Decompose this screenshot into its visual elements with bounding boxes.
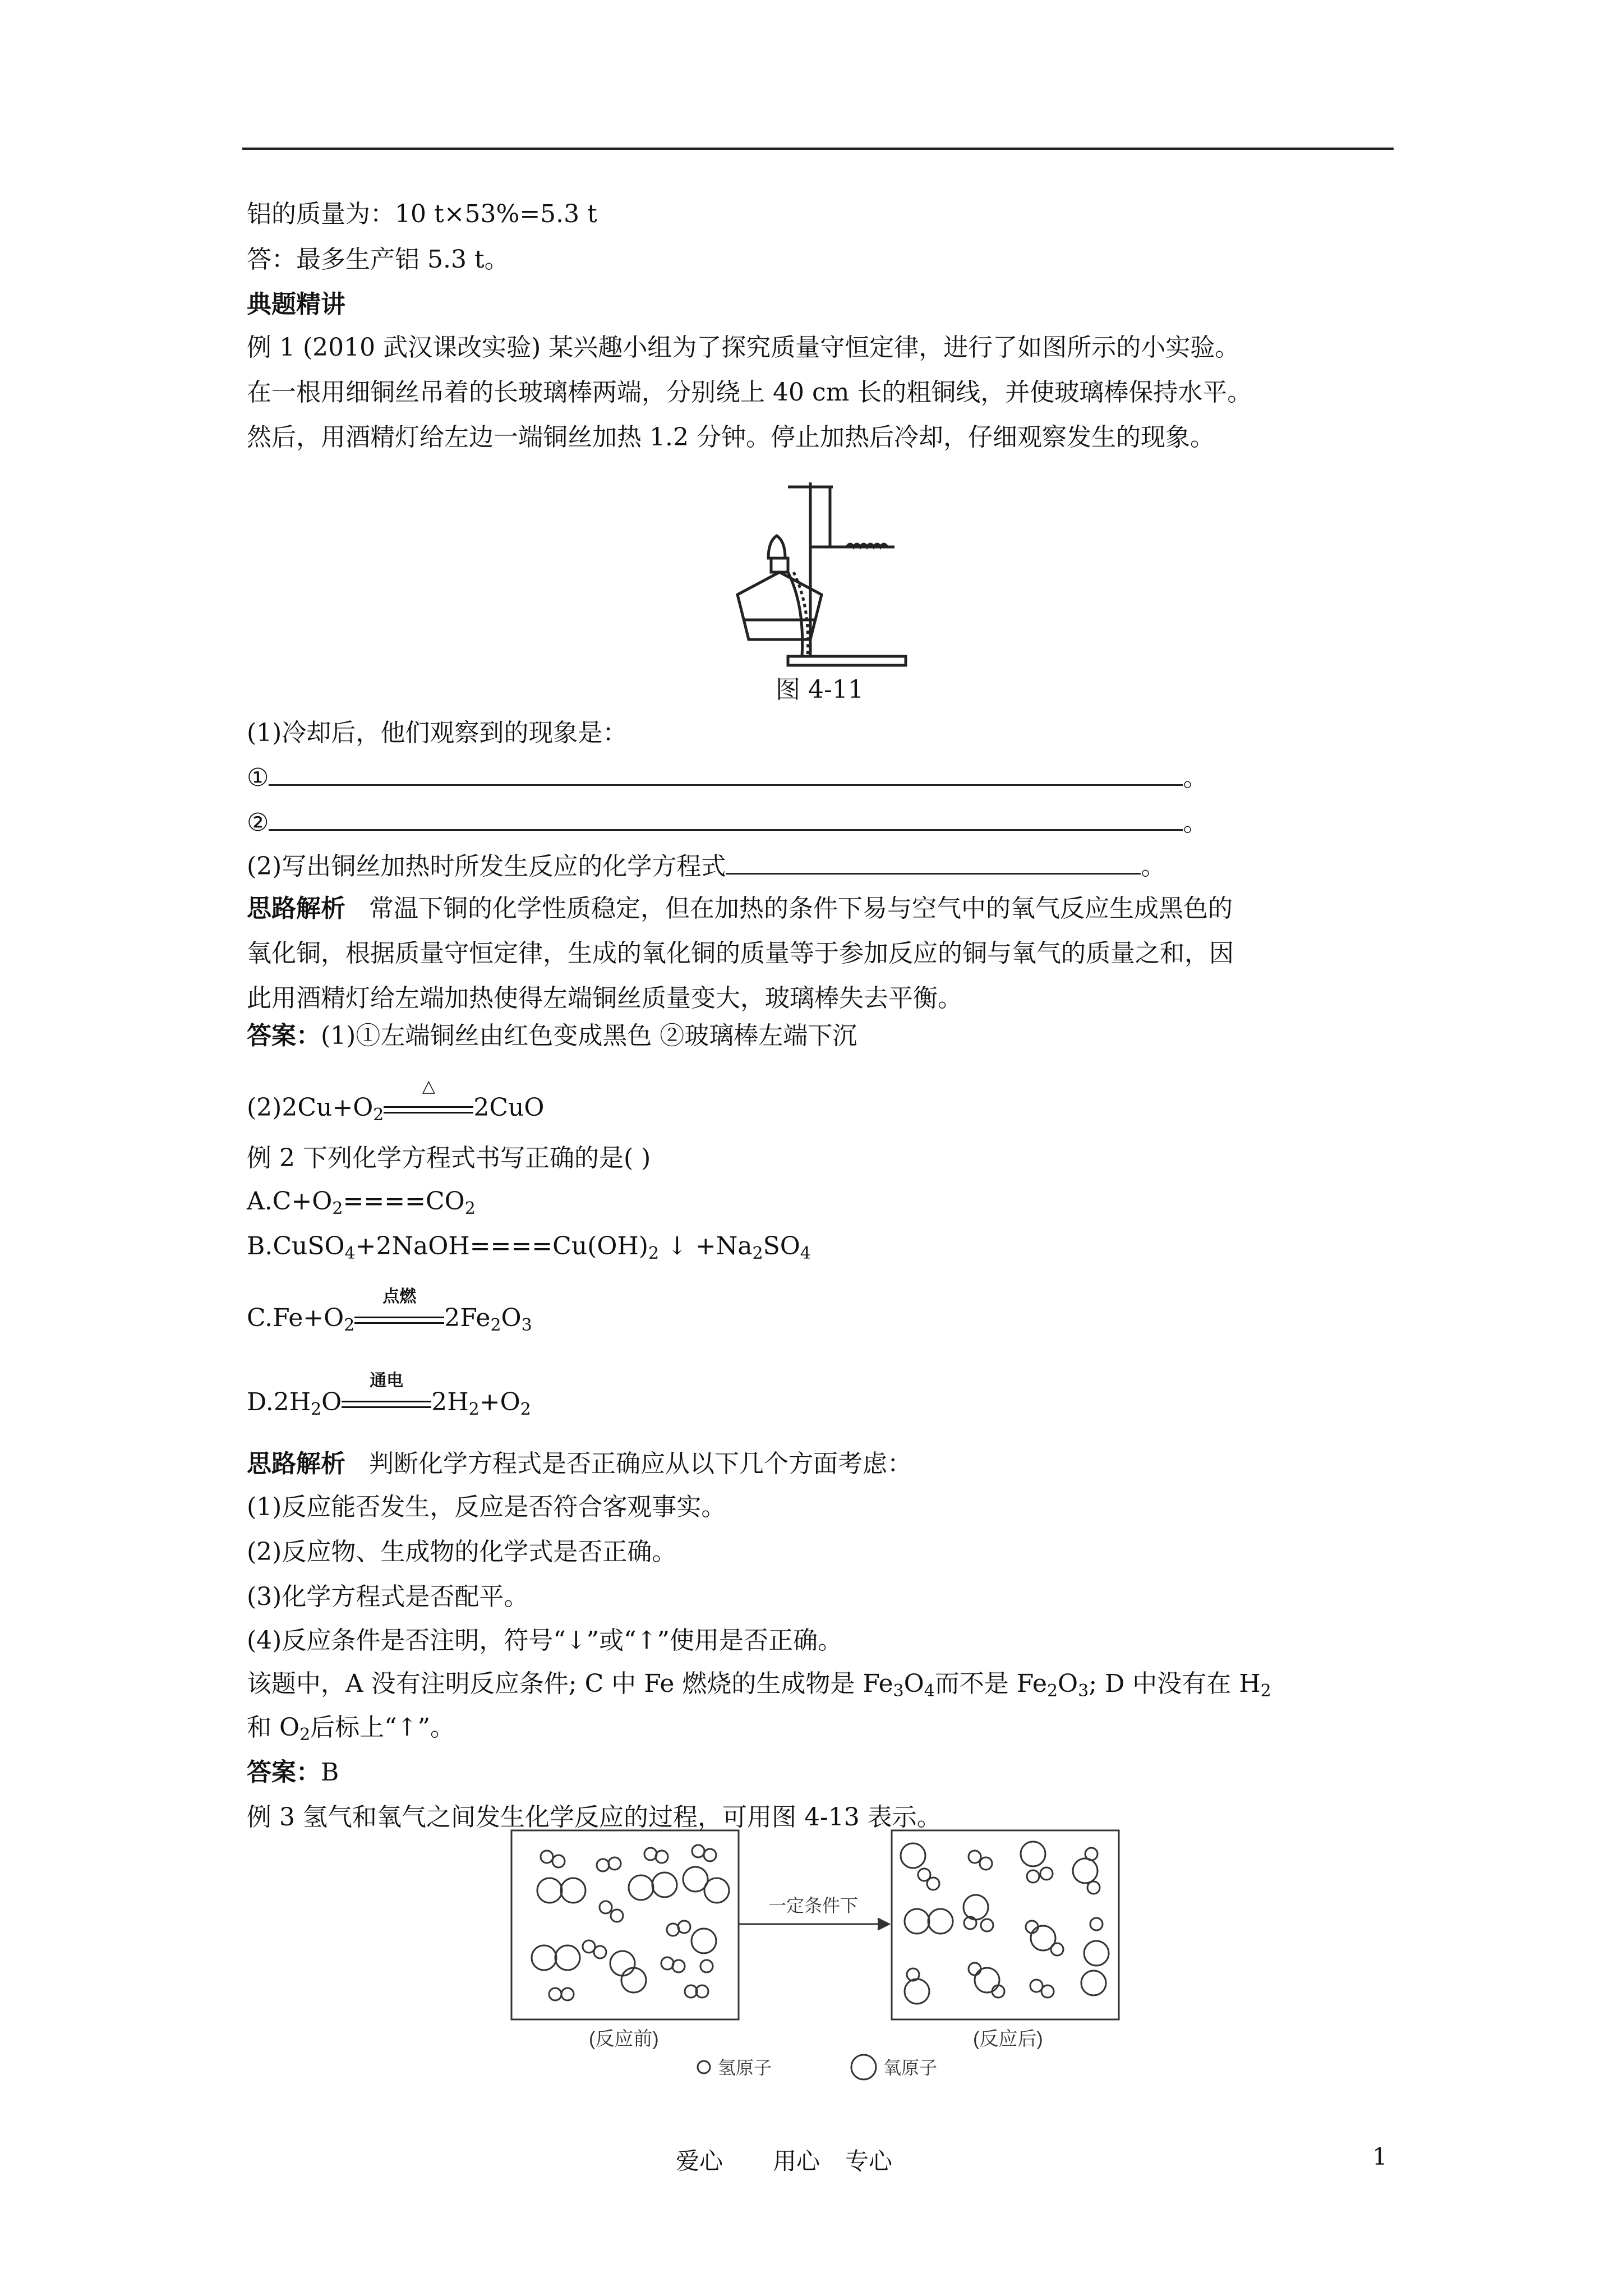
eq-part: O: [321, 1388, 342, 1416]
text-part: 该题中，A 没有注明反应条件; C 中 Fe 燃烧的生成物是 Fe: [247, 1669, 893, 1698]
apparatus-figure: [715, 460, 939, 673]
subscript: 2: [490, 1315, 501, 1335]
analysis-2: [247, 1447, 912, 1481]
eq-part: +O: [479, 1388, 520, 1416]
answer-blank: [269, 762, 1183, 786]
section-title: 典题精讲: [247, 290, 345, 319]
text-line: (2)反应物、生成物的化学式是否正确。: [247, 1538, 677, 1566]
legend-oxygen: 氧原子: [883, 2058, 938, 2078]
eq-part: A.C+O: [247, 1187, 333, 1216]
footer-motto-3: 专心: [845, 2147, 893, 2175]
question-1: (1)冷却后，他们观察到的现象是：: [247, 719, 628, 747]
eq-part: ↓ +Na: [659, 1232, 753, 1260]
legend-hydrogen: 氢原子: [718, 2058, 772, 2078]
eq-part: 2Fe: [444, 1304, 491, 1332]
text-line: (1)反应能否发生，反应是否符合客观事实。: [247, 1493, 726, 1521]
period: 。: [1141, 852, 1166, 881]
answer-text: B: [321, 1758, 339, 1787]
subscript: 2: [299, 1725, 311, 1745]
text-part: ; D 中没有在 H: [1089, 1669, 1261, 1698]
eq-part: O: [501, 1304, 522, 1332]
subscript: 2: [648, 1244, 660, 1263]
answer-2: [247, 1756, 339, 1789]
subscript: 3: [521, 1315, 532, 1335]
after-label: (反应后): [973, 2028, 1043, 2050]
footer-motto-1: 爱心: [676, 2147, 723, 2175]
answer-1: [247, 1019, 857, 1053]
answer-blank: [726, 850, 1141, 875]
subscript: 4: [800, 1244, 811, 1263]
equation-answer: [247, 1076, 545, 1125]
header-rule: [242, 148, 1394, 150]
question-2: [247, 850, 1165, 884]
equation-arrow: [342, 1371, 431, 1410]
text-line: 铝的质量为：10 t×53%=5.3 t: [247, 200, 597, 228]
answer-text: (1)①左端铜丝由红色变成黑色 ②玻璃棒左端下沉: [321, 1022, 857, 1050]
option-c: [247, 1287, 532, 1335]
example-2: 例 2 下列化学方程式书写正确的是( ): [247, 1144, 651, 1172]
subscript: 2: [373, 1105, 384, 1125]
eq-part: D.2H: [247, 1388, 311, 1416]
period: 。: [1183, 808, 1208, 837]
marker: ②: [247, 808, 269, 837]
blank-line-2: [247, 806, 1207, 840]
condition: △: [422, 1076, 435, 1096]
figure-caption: 图 4-11: [776, 675, 864, 704]
analysis-text: 判断化学方程式是否正确应从以下几个方面考虑：: [368, 1450, 912, 1478]
condition: 点燃: [382, 1287, 417, 1306]
text-line: 此用酒精灯给左端加热使得左端铜丝质量变大，玻璃棒失去平衡。: [247, 984, 962, 1013]
eq-part: C.Fe+O: [247, 1304, 344, 1332]
text-part: 和 O: [247, 1713, 300, 1742]
text-line: 在一根用细铜丝吊着的长玻璃棒两端，分别绕上 40 cm 长的粗铜线，并使玻璃棒保持水平。: [247, 378, 1252, 407]
text-part: 而不是 Fe: [934, 1669, 1047, 1698]
option-b: [247, 1230, 811, 1263]
subscript: 4: [924, 1681, 935, 1701]
answer-label: 答案：: [247, 1022, 321, 1050]
footer-motto-2: 用心: [773, 2147, 820, 2175]
example-3: 例 3 氢气和氧气之间发生化学反应的过程，可用图 4-13 表示。: [247, 1803, 942, 1832]
blank-line-1: [247, 761, 1207, 795]
subscript: 3: [893, 1681, 904, 1701]
option-d: [247, 1371, 531, 1419]
question-text: (2)写出铜丝加热时所发生反应的化学方程式: [247, 852, 726, 881]
page-number: 1: [1372, 2143, 1387, 2170]
eq-part: +2NaOH====Cu(OH): [355, 1232, 648, 1260]
subscript: 2: [752, 1244, 763, 1263]
period: 。: [1183, 763, 1208, 792]
analysis-text: 常温下铜的化学性质稳定，但在加热的条件下易与空气中的氧气反应生成黑色的: [368, 894, 1233, 923]
eq-part: SO: [763, 1232, 800, 1260]
text-line: 氧化铜，根据质量守恒定律，生成的氧化铜的质量等于参加反应的铜与氧气的质量之和，因: [247, 939, 1234, 968]
equation-arrow: [354, 1287, 444, 1326]
subscript: 4: [344, 1244, 356, 1263]
text-line: [247, 1711, 455, 1745]
analysis-1: [247, 892, 1233, 926]
reaction-diagram: [505, 1829, 1138, 2087]
text-part: 后标上“↑”。: [310, 1713, 455, 1742]
option-a: [247, 1185, 476, 1218]
analysis-label: 思路解析: [247, 894, 345, 923]
subscript: 2: [311, 1400, 322, 1419]
before-label: (反应前): [589, 2028, 659, 2050]
eq-part: ====CO: [343, 1187, 465, 1216]
text-line: 答：最多生产铝 5.3 t。: [247, 245, 509, 274]
condition: 通电: [370, 1371, 404, 1391]
subscript: 3: [1078, 1681, 1089, 1701]
analysis-label: 思路解析: [247, 1450, 345, 1478]
eq-part: (2)2Cu+O: [247, 1093, 374, 1122]
equation-arrow: [384, 1076, 473, 1116]
text-line: (4)反应条件是否注明，符号“↓”或“↑”使用是否正确。: [247, 1626, 843, 1655]
subscript: 2: [1260, 1681, 1271, 1701]
text-part: O: [903, 1669, 924, 1698]
eq-part: 2CuO: [473, 1093, 545, 1122]
text-line: (3)化学方程式是否配平。: [247, 1582, 529, 1611]
arrow-label: 一定条件下: [768, 1895, 859, 1916]
text-part: O: [1058, 1669, 1078, 1698]
subscript: 2: [332, 1199, 343, 1218]
subscript: 2: [1046, 1681, 1058, 1701]
answer-blank: [269, 807, 1183, 831]
text-line: 然后，用酒精灯给左边一端铜丝加热 1.2 分钟。停止加热后冷却，仔细观察发生的现象。: [247, 423, 1215, 452]
marker: ①: [247, 763, 269, 792]
answer-label: 答案：: [247, 1758, 321, 1787]
subscript: 2: [464, 1199, 476, 1218]
text-line: 例 1 (2010 武汉课改实验) 某兴趣小组为了探究质量守恒定律，进行了如图所示的小实验。: [247, 333, 1240, 362]
subscript: 2: [344, 1315, 355, 1335]
subscript: 2: [520, 1400, 531, 1419]
eq-part: 2H: [431, 1388, 469, 1416]
subscript: 2: [468, 1400, 479, 1419]
text-line: [247, 1667, 1271, 1701]
eq-part: B.CuSO: [247, 1232, 345, 1260]
